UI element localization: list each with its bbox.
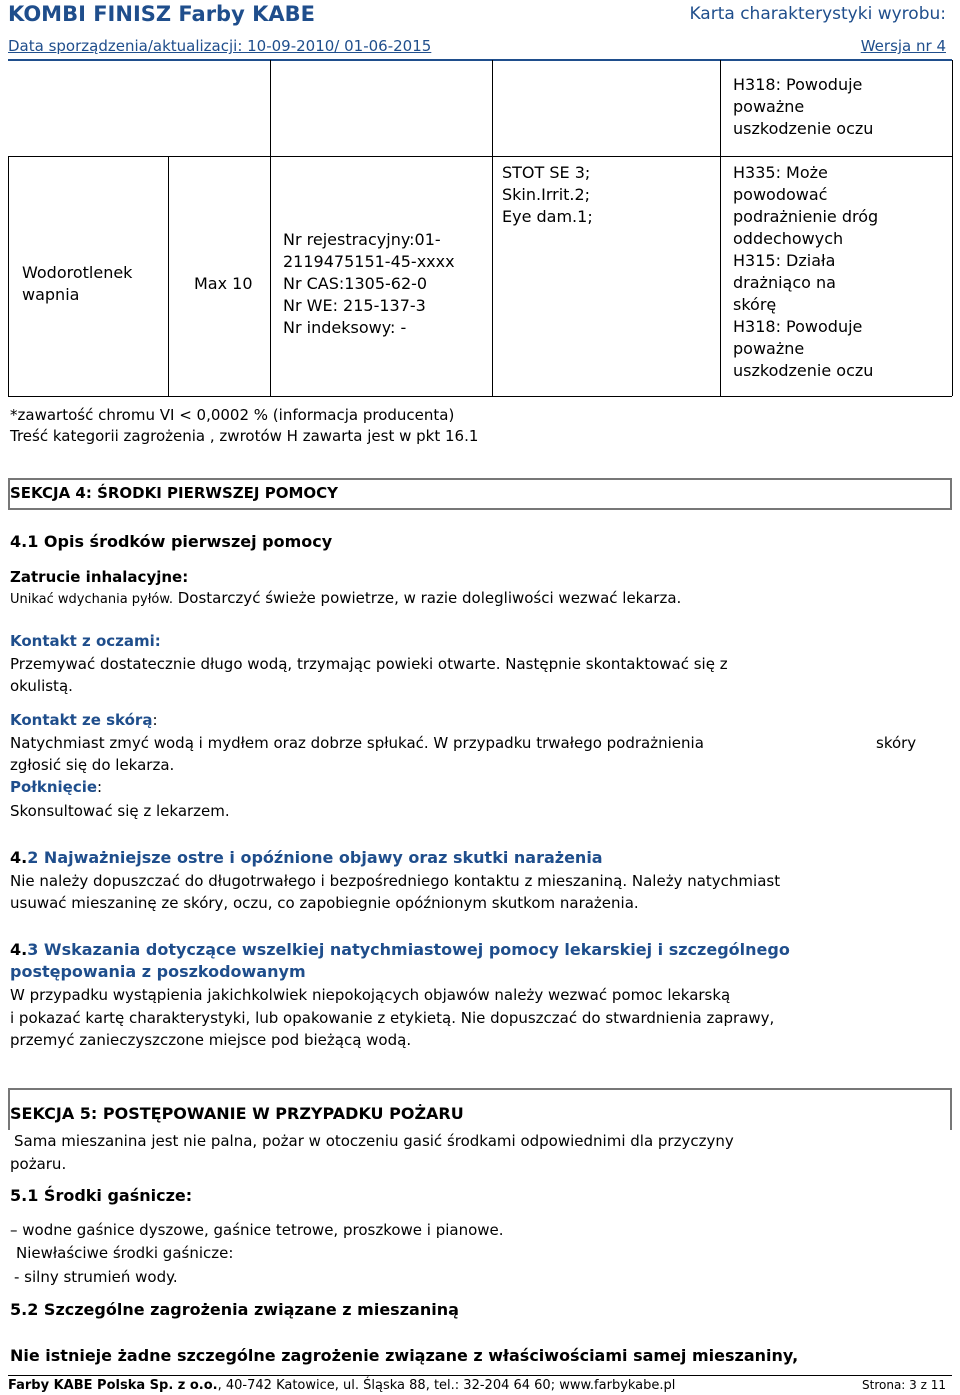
hazard-statements: H335: Może powodować podrażnienie dróg oddechowych H315: Działa drażniąco na skórę H318: Powoduje poważne uszkodzenie oczu: [733, 163, 879, 380]
subsection-5-1: 5.1 Środki gaśnicze:: [10, 1186, 193, 1205]
subsection-4-2: 4.2 Najważniejsze ostre i opóźnione objawy oraz skutki narażenia: [10, 848, 603, 867]
subsection-4-3-text-3: przemyć zanieczyszczone miejsce pod bieżącą wodą.: [10, 1031, 412, 1049]
section5-title: SEKCJA 5: POSTĘPOWANIE W PRZYPADKU POŻARU: [10, 1104, 464, 1123]
eye-contact-heading: Kontakt z oczami:: [10, 632, 161, 650]
subsection-4-3-text-2: i pokazać kartę charakterystyki, lub opakowanie z etykietą. Nie dopuszczać do stwardnienia zaprawy,: [10, 1009, 775, 1027]
hazard-classes: STOT SE 3; Skin.Irrit.2; Eye dam.1;: [502, 163, 593, 226]
eye-contact-text-1: Przemywać dostatecznie długo wodą, trzymając powieki otwarte. Następnie skontaktować się z: [10, 655, 728, 673]
subsection-5-2: 5.2 Szczególne zagrożenia związane z mieszaniną: [10, 1300, 459, 1319]
inhalation-text: Unikać wdychania pyłów. Dostarczyć świeże powietrze, w razie dolegliwości wezwać lekarza.: [10, 589, 682, 607]
page-number: Strona: 3 z 11: [862, 1378, 946, 1392]
skin-contact-heading: Kontakt ze skórą:: [10, 711, 158, 729]
subsection-4-3-text-1: W przypadku wystąpienia jakichkolwiek niepokojących objawów należy wezwać pomoc lekarską: [10, 986, 731, 1004]
subsection-4-1: 4.1 Opis środków pierwszej pomocy: [10, 532, 333, 551]
hazard-cell-top: H318: Powoduje poważne uszkodzenie oczu: [733, 75, 874, 138]
hazard-ref-note: Treść kategorii zagrożenia , zwrotów H zawarta jest w pkt 16.1: [10, 427, 479, 445]
revision-date: Data sporządzenia/aktualizacji: 10-09-2010/ 01-06-2015: [8, 37, 432, 55]
section5-intro-1: Sama mieszanina jest nie palna, pożar w otoczeniu gasić środkami odpowiednimi dla przyczyny: [14, 1132, 734, 1150]
subsection-4-3-cont: postępowania z poszkodowanym: [10, 962, 306, 981]
swallowing-heading: Połknięcie:: [10, 778, 103, 796]
header-divider: [8, 59, 952, 61]
document-title: KOMBI FINISZ Farby KABE: [8, 2, 315, 26]
skin-contact-text-1: Natychmiast zmyć wodą i mydłem oraz dobrze spłukać. W przypadku trwałego podrażnienia: [10, 734, 704, 752]
subsection-5-1-text-3: - silny strumień wody.: [14, 1268, 178, 1286]
section4-title: SEKCJA 4: ŚRODKI PIERWSZEJ POMOCY: [10, 484, 339, 502]
subsection-4-2-text-2: usuwać mieszaninę ze skóry, oczu, co zapobiegnie opóźnionym skutkom narażenia.: [10, 894, 639, 912]
footer-divider: [8, 1375, 952, 1376]
substance-identifiers: Nr rejestracyjny:01- 2119475151-45-xxxx Nr CAS:1305-62-0 Nr WE: 215-137-3 Nr indeksowy: -: [283, 230, 455, 337]
footer-address: Farby KABE Polska Sp. z o.o., 40-742 Katowice, ul. Śląska 88, tel.: 32-204 64 60; www.farbykabe.pl: [8, 1378, 676, 1393]
inhalation-heading: Zatrucie inhalacyjne:: [10, 568, 189, 586]
subsection-4-2-text-1: Nie należy dopuszczać do długotrwałego i bezpośredniego kontaktu z mieszaniną. Należy natychmiast: [10, 872, 781, 890]
document-type: Karta charakterystyki wyrobu:: [689, 4, 946, 24]
subsection-5-2-text: Nie istnieje żadne szczególne zagrożenie związane z właściwościami samej mieszaniny,: [10, 1346, 799, 1365]
subsection-5-1-text-2: Niewłaściwe środki gaśnicze:: [16, 1244, 234, 1262]
concentration: Max 10: [194, 274, 253, 293]
skin-contact-text-2: zgłosić się do lekarza.: [10, 756, 175, 774]
section5-intro-2: pożaru.: [10, 1155, 67, 1173]
skin-contact-text-1b: skóry: [876, 734, 917, 752]
swallowing-text: Skonsultować się z lekarzem.: [10, 802, 230, 820]
subsection-5-1-text-1: – wodne gaśnice dyszowe, gaśnice tetrowe, proszkowe i pianowe.: [10, 1221, 504, 1239]
substance-name: Wodorotlenek wapnia: [22, 263, 133, 304]
eye-contact-text-2: okulistą.: [10, 677, 73, 695]
version-number: Wersja nr 4: [860, 37, 946, 55]
chromium-note: *zawartość chromu VI < 0,0002 % (informacja producenta): [10, 406, 455, 424]
subsection-4-3: 4.3 Wskazania dotyczące wszelkiej natychmiastowej pomocy lekarskiej i szczególnego: [10, 940, 790, 959]
